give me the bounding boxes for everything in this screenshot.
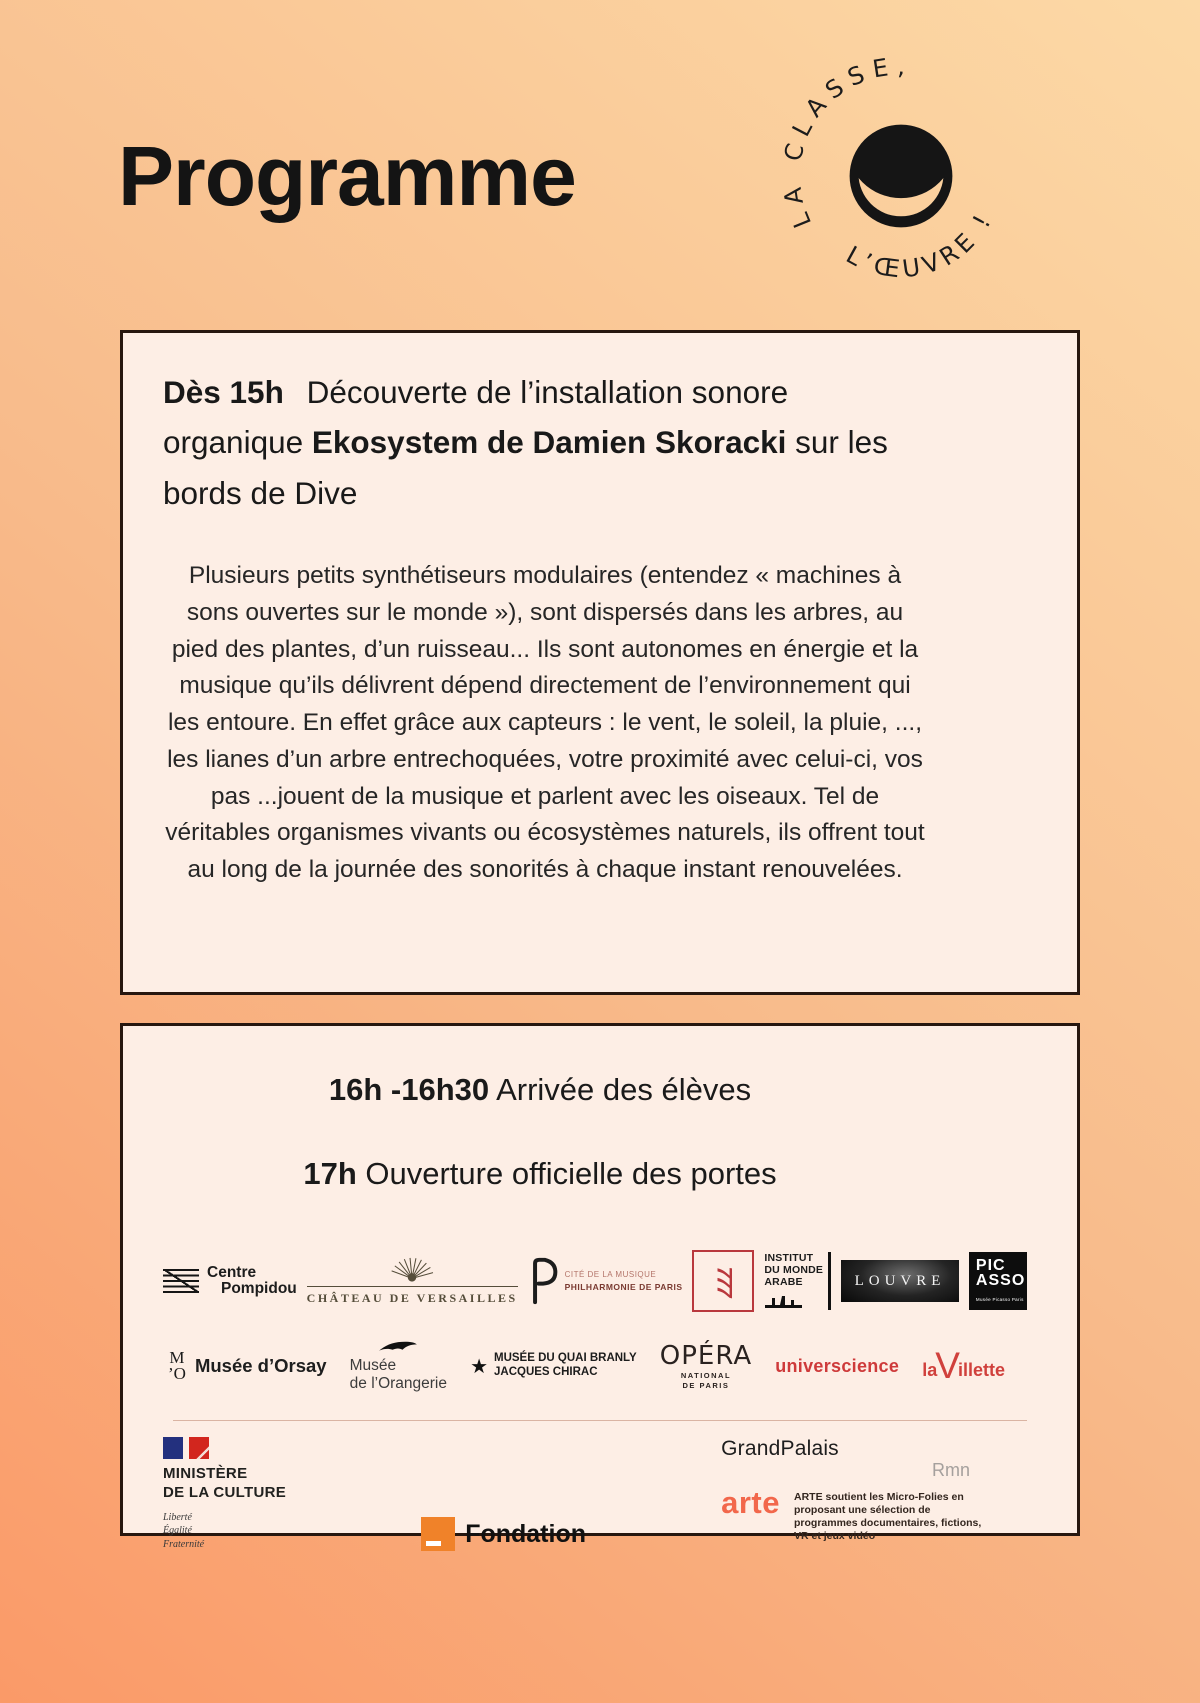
motto-egalite: Égalité — [163, 1525, 192, 1536]
philharmonie-line2: PHILHARMONIE DE PARIS — [564, 1281, 683, 1292]
pompidou-label — [207, 1265, 297, 1298]
motto-liberte: Liberté — [163, 1511, 192, 1523]
philharmonie-logo — [528, 1257, 683, 1305]
arte-support-text: ARTE soutient les Micro-Folies en proposant une sélection de programmes documentaires, fictions, VR et jeux vidéo — [794, 1491, 982, 1543]
schedule-block — [123, 1072, 1077, 1192]
ministere-line2: DE LA CULTURE — [163, 1483, 287, 1501]
opera-sub1: NATIONAL — [680, 1370, 732, 1380]
centre-pompidou-logo — [163, 1265, 297, 1298]
fondation-label: Fondation — [465, 1519, 586, 1548]
orsay-monogram — [168, 1347, 186, 1383]
ima-line2: DU MONDE — [764, 1263, 824, 1276]
session-paragraph: Plusieurs petits synthétiseurs modulaires (entendez « machines à sons ouvertes sur le monde »), sont dispersés dans les arbres, au pied des plantes, d’un ruisseau... Ils sont autonomes en énergie et la musique qu’ils délivrent dépend directement de l’environnement qui les entoure. En effet grâce aux capteurs : le vent, le soleil, la pluie, ..., les lianes d’un arbre entrechoquées, votre proximité avec celui-ci, vos pas ...jouent de la musique et parlent avec les oiseaux. Tel de véritables organismes vivants ou écosystèmes naturels, ils offrent tout au long de la journée des sonorités à chaque instant renouvelées. — [165, 562, 925, 884]
partner-logos-row-2 — [168, 1330, 1005, 1402]
french-flag-icon — [163, 1437, 211, 1459]
philharmonie-p-icon — [528, 1257, 558, 1305]
pompidou-line1: Centre — [207, 1263, 257, 1281]
la-villette-logo — [922, 1345, 1005, 1387]
villette-rest: illette — [957, 1359, 1005, 1380]
schedule-label-2: Ouverture officielle des portes — [365, 1156, 777, 1191]
orangerie-line2: de l’Orangerie — [349, 1375, 447, 1392]
session-desc-2: sur les bords de Dive — [163, 424, 888, 511]
institut-monde-arabe-logo — [764, 1252, 831, 1310]
schedule-label-1: Arrivée des élèves — [496, 1072, 752, 1107]
schedule-time-1: 16h -16h30 — [328, 1072, 490, 1107]
versailles-label: CHÂTEAU DE VERSAILLES — [307, 1286, 518, 1306]
opera-paris-logo — [660, 1341, 752, 1391]
ima-line3: ARABE — [764, 1276, 803, 1289]
partner-logos-row-1 — [163, 1248, 1027, 1314]
festival-avignon-logo — [692, 1250, 754, 1312]
motto-fraternite: Fraternité — [163, 1538, 205, 1550]
opera-sub2: DE PARIS — [682, 1381, 730, 1390]
ima-calligraphy-icon — [764, 1292, 810, 1310]
versailles-sun-icon — [384, 1256, 440, 1284]
philharmonie-label — [565, 1269, 683, 1294]
ima-text-block — [764, 1252, 823, 1310]
universcience-logo: universcience — [775, 1355, 900, 1376]
orsay-label: Musée d’Orsay — [194, 1355, 327, 1376]
avignon-marks: 777 — [712, 1266, 736, 1296]
orangerie-line1: Musée — [349, 1357, 397, 1375]
quai-branly-logo — [470, 1352, 637, 1380]
musee-orangerie-logo — [350, 1339, 447, 1393]
brand-arc-bottom-text: L’ŒUVRE ! — [841, 206, 999, 284]
philharmonie-line1: CITÉ DE LA MUSIQUE — [564, 1269, 657, 1279]
schedule-line-1 — [123, 1072, 957, 1108]
villette-la: la — [922, 1359, 938, 1380]
grandpalais-logo — [721, 1437, 982, 1479]
orangerie-label — [350, 1357, 447, 1393]
arte-block — [721, 1485, 982, 1544]
grandpalais-line1: GrandPalais — [721, 1437, 839, 1460]
flag-blue — [163, 1437, 183, 1459]
session-time: Dès 15h — [163, 374, 284, 410]
quai-branly-line1: MUSÉE DU QUAI BRANLY — [494, 1352, 637, 1365]
brand-arc-top-text: LA CLASSE, — [777, 52, 914, 232]
ministere-motto — [163, 1511, 286, 1552]
ima-line1: INSTITUT — [764, 1251, 814, 1264]
session-card — [120, 330, 1080, 995]
quai-branly-line2: JACQUES CHIRAC — [494, 1366, 598, 1378]
louvre-logo — [841, 1260, 959, 1302]
musee-orsay-logo — [168, 1347, 327, 1383]
arte-logo: arte — [721, 1485, 780, 1520]
schedule-line-2 — [123, 1156, 957, 1192]
flag-red — [189, 1437, 209, 1459]
opera-title: OPÉRA — [659, 1340, 753, 1371]
page-title: Programme — [118, 129, 576, 223]
schedule-card — [120, 1023, 1080, 1550]
brand-moon-icon — [770, 45, 1032, 307]
orangerie-bird-icon — [377, 1339, 419, 1357]
orsay-o: ’O — [168, 1364, 186, 1383]
picasso-caption: Musée Picasso Paris — [975, 1297, 1024, 1303]
la-classe-loeuvre-logo — [770, 45, 1032, 307]
ministere-line1: MINISTÈRE — [163, 1465, 248, 1482]
partner-logos-row-3 — [163, 1437, 982, 1551]
orange-square-icon — [421, 1517, 455, 1551]
musee-picasso-logo — [969, 1252, 1027, 1310]
pompidou-stripes-icon — [163, 1269, 199, 1293]
quai-branly-star-icon: ★ — [470, 1355, 488, 1378]
schedule-time-2: 17h — [303, 1156, 357, 1191]
orsay-m: M — [169, 1347, 185, 1367]
villette-v-icon: V — [935, 1345, 960, 1387]
picasso-line2: ASSO — [975, 1272, 1026, 1290]
picasso-line1: PIC — [975, 1257, 1006, 1274]
louvre-label: LOUVRE — [854, 1272, 946, 1289]
ima-vertical-bar — [828, 1252, 831, 1310]
fondation-orange-logo — [421, 1517, 586, 1551]
chateau-versailles-logo — [307, 1256, 518, 1306]
session-work-title: Ekosystem de Damien Skoracki — [311, 424, 787, 461]
ministere-culture-logo — [163, 1437, 286, 1551]
grandpalais-line2: Rmn — [931, 1460, 970, 1480]
grandpalais-arte-block — [721, 1437, 982, 1544]
opera-subtitle — [681, 1371, 731, 1391]
pompidou-line2: Pompidou — [221, 1280, 297, 1297]
session-desc-1: Découverte de l’installation sonore organique — [163, 374, 789, 461]
session-heading — [163, 367, 927, 518]
quai-branly-label — [494, 1352, 637, 1380]
partners-divider — [173, 1420, 1027, 1421]
